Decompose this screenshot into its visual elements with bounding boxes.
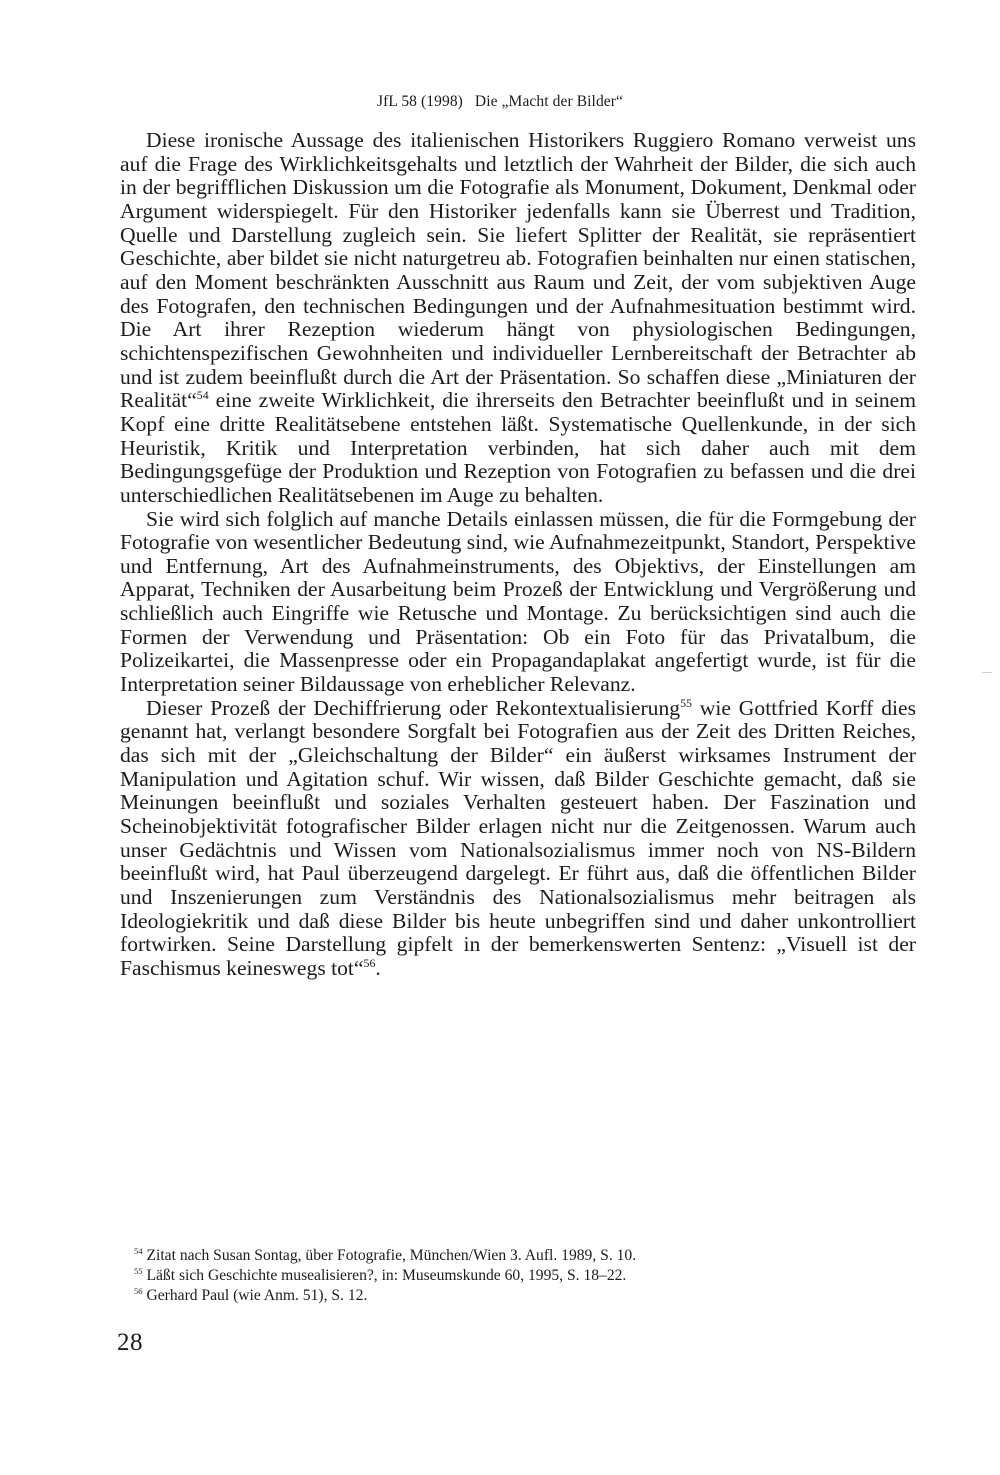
footnote — [120, 1246, 916, 1266]
page-number: 28 — [117, 1329, 143, 1356]
footnote — [120, 1286, 916, 1306]
footnote-reference: 54 — [196, 388, 209, 403]
body-paragraph — [120, 697, 916, 981]
paragraph-text: wie Gottfried Korff dies genannt hat, verlangt besondere Sorgfalt bei Fotografien aus der Zeit des Dritten Reiches, das sich mit der „Gleichschaltung der Bilder“ ein äußerst wirksames Instrument der Manipulation und Agitation schuf. Wir wissen, daß Bilder Geschichte gemacht, daß sie Meinungen beeinflußt und soziales Verhalten gesteuert haben. Der Faszination und Scheinobjektivität fotografischer Bilder erlagen nicht nur die Zeitgenossen. Warum auch unser Gedächtnis und Wissen vom Nationalsozialismus immer noch von NS-Bildern beeinflußt wird, hat Paul überzeugend dargelegt. Er führt aus, daß die öffentlichen Bilder und Inszenierungen zum Verständnis des Nationalsozialismus mehr beitragen als Ideologiekritik und daß diese Bilder bis heute unbegriffen sind und daher unkontrolliert fortwirken. Seine Darstellung gipfelt in der bemerkenswerten Sentenz: „Visuell ist der Faschismus keineswegs tot“ — [120, 695, 916, 980]
body-paragraph — [120, 129, 916, 508]
footnote-reference: 56 — [363, 955, 376, 970]
paragraph-text: . — [375, 955, 381, 980]
footnote-number: 54 — [134, 1245, 143, 1256]
footnote-text: Läßt sich Geschichte musealisieren?, in: Museumskunde 60, 1995, S. 18–22. — [142, 1267, 627, 1285]
body-paragraph — [120, 508, 916, 697]
paragraph-text: Diese ironische Aussage des italienischen Historikers Ruggiero Romano verweist uns auf die Frage des Wirklichkeitsgehalts und letztlich der Wahrheit der Bilder, die sich auch in der begrifflichen Diskussion um die Fotografie als Monument, Dokument, Denkmal oder Argument widerspiegelt. Für den Historiker jedenfalls kann sie Überrest und Tradition, Quelle und Darstellung zugleich sein. Sie liefert Splitter der Realität, sie repräsentiert Geschichte, aber bildet sie nicht naturgetreu ab. Fotografien beinhalten nur einen statischen, auf den Moment beschränkten Ausschnitt aus Raum und Zeit, der vom subjektiven Auge des Fotografen, den technischen Bedingungen und der Aufnahmesituation bestimmt wird. Die Art ihrer Rezeption wiederum hängt von physiologischen Bedingungen, schichtenspezifischen Gewohnheiten und individueller Lernbereitschaft der Betrachter ab und ist zudem beeinflußt durch die Art der Präsentation. So schaffen diese „Miniaturen der Realität“ — [120, 128, 916, 413]
journal-citation: JfL 58 (1998) — [376, 93, 463, 110]
footnote-number: 56 — [134, 1286, 143, 1297]
paragraph-text: Dieser Prozeß der Dechiffrierung oder Rekontextualisierung — [146, 695, 681, 720]
running-head — [0, 93, 1000, 111]
body-text — [120, 129, 916, 981]
paragraph-text: Sie wird sich folglich auf manche Details einlassen müssen, die für die Formgebung der Fotografie von wesentlicher Bedeutung sind, wie Aufnahmezeitpunkt, Standort, Perspektive und Entfernung, Art des Aufnahmeinstruments, des Objektivs, der Einstellungen am Apparat, Techniken der Ausarbeitung beim Prozeß der Entwicklung und Vergrößerung und schließlich auch Eingriffe wie Retusche und Montage. Zu berücksichtigen sind auch die Formen der Verwendung und Präsentation: Ob ein Foto für das Privatalbum, die Polizeikartei, die Massenpresse oder ein Propagandaplakat angefertigt wurde, ist für die Interpretation seiner Bildaussage von erheblicher Relevanz. — [120, 506, 916, 697]
paragraph-text: eine zweite Wirklichkeit, die ihrerseits den Betrachter beeinflußt und in seinem Kopf eine dritte Realitätsebene entstehen läßt. Systematische Quellenkunde, in der sich Heuristik, Kritik und Interpretation verbinden, hat sich daher auch mit dem Bedingungsgefüge der Produktion und Rezeption von Fotografien zu befassen und die drei unterschiedlichen Realitätsebenen im Auge zu behalten. — [120, 388, 916, 507]
footnote-text: Gerhard Paul (wie Anm. 51), S. 12. — [142, 1287, 368, 1305]
footnote-reference: 55 — [680, 695, 692, 710]
footnote-text: Zitat nach Susan Sontag, über Fotografie, München/Wien 3. Aufl. 1989, S. 10. — [142, 1247, 637, 1264]
footnote — [120, 1266, 916, 1286]
footnote-number: 55 — [134, 1266, 143, 1277]
scan-edge-mark — [982, 672, 992, 673]
article-title: Die „Macht der Bilder“ — [474, 93, 624, 110]
footnotes — [120, 1246, 916, 1307]
